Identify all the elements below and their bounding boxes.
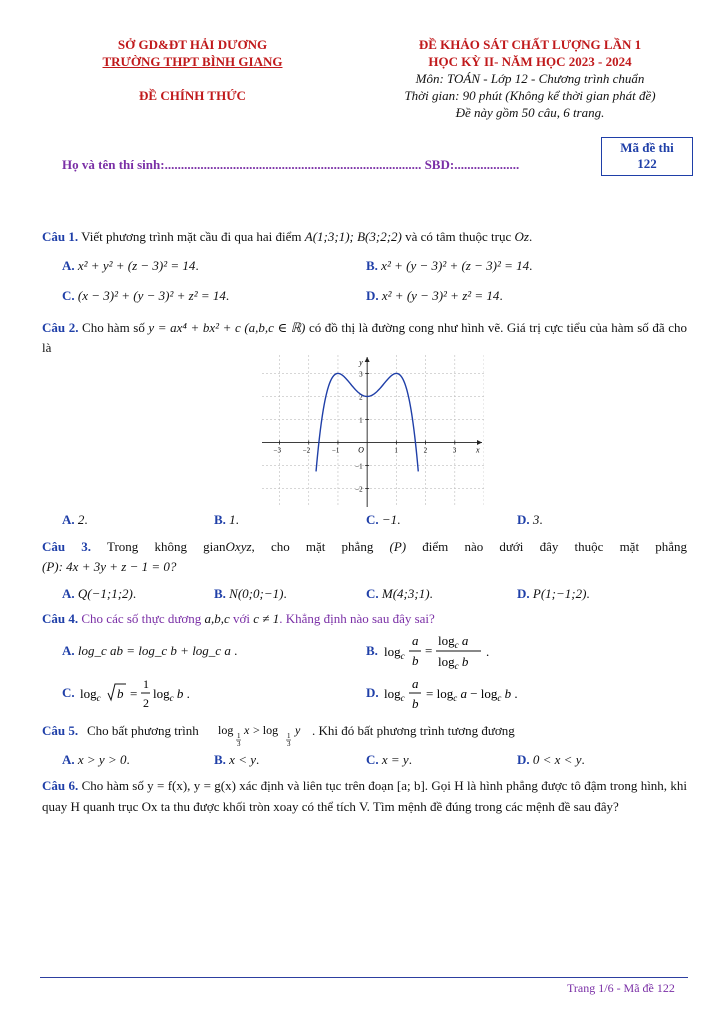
candidate-line: Họ và tên thí sinh:............................................................................... SBD:.................... [62, 157, 520, 172]
q3-space: Oxyz [225, 539, 252, 554]
q2-option-d-label: D. [517, 512, 530, 527]
q1-option-b-label: B. [366, 258, 378, 273]
svg-text:.: . [486, 644, 490, 659]
q3-text-b: , cho mặt phẳng [251, 539, 374, 554]
y-tick-label: 2 [359, 393, 363, 402]
exam-subject: Môn: TOÁN - Lớp 12 - Chương trình chuẩn [415, 71, 645, 86]
q3-equation: (P): 4x + 3y + z − 1 = 0? [42, 559, 177, 574]
y-axis-label: y [359, 358, 363, 367]
official-label: ĐỀ CHÍNH THỨC [139, 88, 246, 103]
x-axis-arrow [477, 440, 482, 445]
q3-option-d[interactable]: D. P(1;−1;2). [517, 586, 590, 601]
q3-plane: (P) [389, 539, 407, 554]
q1-option-a-text: x² + y² + (z − 3)² = 14 [77, 258, 196, 273]
department-name: SỞ GD&ĐT HẢI DƯƠNG [117, 37, 268, 52]
q4-text-a: Cho các số thực dương [81, 611, 202, 626]
footer-page: Trang 1/6 - Mã đề 122 [567, 981, 675, 995]
svg-text:2: 2 [143, 696, 149, 710]
svg-text:=: = [130, 686, 138, 701]
q5-label: Câu 5. [42, 723, 79, 738]
svg-text:3: 3 [237, 740, 241, 748]
q3-option-b-label: B. [214, 586, 226, 601]
svg-text:x: x [244, 723, 250, 737]
svg-text:1: 1 [287, 732, 291, 740]
q3-option-a-text: Q(−1;1;2) [77, 586, 133, 601]
q4-cond: c ≠ 1 [253, 611, 280, 626]
svg-text:logc b: $\log_c b$ [438, 654, 469, 671]
q1-option-a[interactable]: A. x² + y² + (z − 3)² = 14. [62, 258, 199, 273]
q2-label: Câu 2. [42, 320, 79, 335]
q5-option-d-label: D. [517, 752, 530, 767]
question-4 [42, 611, 687, 627]
q2-function: y = ax⁴ + bx² + c (a,b,c ∈ ℝ) [148, 320, 306, 335]
q3-option-b-text: N(0;0;−1) [229, 586, 284, 601]
q3-text-a: Trong không gian [106, 539, 226, 554]
x-tick-label: 3 [452, 446, 457, 455]
svg-text:1: 1 [237, 732, 241, 740]
exam-code-label: Mã đề thi [620, 140, 674, 155]
q4-label: Câu 4. [42, 611, 79, 626]
svg-text:b: b [117, 686, 124, 701]
svg-text:= logc a − logc b .: = $\log_c a - \log_c b$ . [426, 686, 518, 703]
q2-option-d[interactable]: D. 3. [517, 512, 543, 527]
svg-text:logc: $\log_c$ [384, 644, 405, 661]
svg-text:a: a [412, 633, 419, 648]
graph-ticks [274, 370, 457, 493]
graph-axes [262, 357, 482, 507]
svg-text:> log: > log [253, 723, 279, 737]
x-tick-label: −2 [302, 446, 311, 455]
svg-text:1: 1 [143, 677, 149, 691]
exam-title: ĐỀ KHẢO SÁT CHẤT LƯỢNG LẦN 1 [418, 37, 642, 52]
q2-option-d-text: 3 [532, 512, 540, 527]
svg-text:3: 3 [287, 740, 291, 748]
origin-label: O [358, 445, 364, 455]
q3-text-c: điểm nào dưới đây thuộc mặt phẳng [422, 539, 688, 554]
q5-inequality [218, 718, 313, 748]
q5-option-a[interactable]: A. x > y > 0. [62, 752, 130, 767]
q5-option-a-text: x > y > 0 [77, 752, 127, 767]
q4-option-a[interactable]: A. log_c ab = log_c b + log_c a . [62, 643, 238, 658]
y-tick-label: −2 [355, 485, 363, 494]
q5-option-c[interactable]: C. x = y. [366, 752, 412, 767]
q1-option-d-text: x² + (y − 3)² + z² = 14 [381, 288, 500, 303]
q4-option-a-text: log_c ab = log_c b + log_c a [77, 643, 231, 658]
q4-option-c-formula [80, 676, 200, 718]
q5-text-b: . Khi đó bất phương trình tương đương [312, 723, 515, 738]
q1-axis: Oz [514, 229, 529, 244]
svg-text:logc: $\log_c$ [80, 686, 101, 703]
q4-option-b-formula [384, 632, 499, 674]
q1-points: A(1;3;1); B(3;2;2) [304, 229, 402, 244]
q4-option-b-label: B. [366, 643, 378, 658]
q3-option-c-label: C. [366, 586, 379, 601]
svg-text:b: b [412, 653, 419, 668]
q3-option-d-text: P(1;−1;2) [532, 586, 587, 601]
exam-time: Thời gian: 90 phút (Không kể thời gian phát đề) [404, 88, 656, 103]
graph-grid [262, 355, 484, 507]
x-tick-label: −3 [273, 446, 281, 455]
q6-text: Cho hàm số y = f(x), y = g(x) xác định và liên tục trên đoạn [a; b]. Gọi H là hình phẳng được tô đậm trong hình, khi quay H quanh trục Ox ta thu được khối tròn xoay có thể tích V. Tìm mệnh đề đúng trong các mệnh đề sau đây? [42, 778, 688, 814]
x-tick-label: −1 [331, 446, 340, 455]
q1-option-d-label: D. [366, 288, 379, 303]
q2-option-a-text: 2 [77, 512, 85, 527]
question-2 [42, 318, 687, 358]
question-5 [42, 718, 687, 748]
exam-pages: Đề này gồm 50 câu, 6 trang. [455, 105, 605, 120]
q2-text-a: Cho hàm số [82, 320, 145, 335]
q2-option-b[interactable]: B. 1. [214, 512, 239, 527]
q2-text-b: có đồ thị là đường cong như hình vẽ. Giá trị cực tiểu của hàm số đã cho là [42, 320, 688, 355]
svg-text:b: b [412, 696, 419, 711]
q2-option-b-label: B. [214, 512, 226, 527]
question-6 [42, 775, 687, 817]
q1-option-b-text: x² + (y − 3)² + (z − 3)² = 14 [381, 258, 530, 273]
q5-option-b[interactable]: B. x < y. [214, 752, 260, 767]
q3-option-a[interactable]: A. Q(−1;1;2). [62, 586, 137, 601]
q3-option-d-label: D. [517, 586, 530, 601]
x-tick-label: 2 [423, 446, 428, 455]
q1-option-c[interactable]: C. (x − 3)² + (y − 3)² + z² = 14. [62, 288, 230, 303]
q4-option-c-label: C. [62, 685, 75, 700]
q1-option-d[interactable]: D. x² + (y − 3)² + z² = 14. [366, 288, 503, 303]
q5-option-b-text: x < y [229, 752, 256, 767]
q5-option-c-text: x = y [381, 752, 409, 767]
question-1: Câu 1. Viết phương trình mặt cầu đi qua hai điểm A(1;3;1); B(3;2;2) và có tâm thuộc trục Oz. [42, 229, 533, 244]
x-axis-label: x [476, 445, 480, 455]
y-tick-label: −1 [355, 462, 363, 471]
q4-text-b: với [233, 611, 251, 626]
svg-text:y: y [295, 723, 301, 737]
q1-option-c-text: (x − 3)² + (y − 3)² + z² = 14 [77, 288, 226, 303]
y-tick-label: 1 [359, 416, 363, 425]
q2-option-c-text: −1 [381, 512, 398, 527]
q1-option-c-label: C. [62, 288, 75, 303]
svg-text:=: = [425, 643, 433, 658]
y-axis-arrow [365, 357, 370, 362]
q3-option-b[interactable]: B. N(0;0;−1). [214, 586, 287, 601]
q5-text-a: Cho bất phương trình [87, 723, 199, 738]
q3-label: Câu 3. [42, 539, 92, 554]
q1-option-b[interactable]: B. x² + (y − 3)² + (z − 3)² = 14. [366, 258, 533, 273]
q4-option-d-formula [384, 676, 534, 718]
q2-option-b-text: 1 [229, 512, 236, 527]
svg-text:logc: $\log_c$ [384, 686, 405, 703]
q5-option-c-label: C. [366, 752, 379, 767]
q5-option-a-label: A. [62, 752, 75, 767]
exam-semester: HỌC KỲ II- NĂM HỌC 2023 - 2024 [428, 54, 632, 69]
q3-option-c[interactable]: C. M(4;3;1). [366, 586, 433, 601]
q2-option-c-label: C. [366, 512, 379, 527]
exam-code-value: 122 [637, 156, 657, 171]
svg-text:logc b .: $\log_c b$ . [153, 686, 190, 703]
q4-option-a-label: A. [62, 643, 75, 658]
q1-option-a-label: A. [62, 258, 75, 273]
q1-label: Câu 1. [42, 229, 79, 244]
svg-text:log: log [218, 723, 234, 737]
q6-label: Câu 6. [42, 778, 79, 793]
q5-option-d-text: 0 < x < y [532, 752, 582, 767]
footer-divider [40, 977, 688, 978]
q2-option-c[interactable]: C. −1. [366, 512, 401, 527]
q5-option-b-label: B. [214, 752, 226, 767]
y-tick-label: 3 [359, 370, 363, 379]
q1-text-a: Viết phương trình mặt cầu đi qua hai điểm [81, 229, 302, 244]
q4-vars: a,b,c [204, 611, 230, 626]
q1-text-b: và có tâm thuộc trục [405, 229, 512, 244]
svg-text:a: a [412, 676, 419, 691]
q2-option-a[interactable]: A. 2. [62, 512, 88, 527]
q4-text-c: . Khẳng định nào sau đây sai? [279, 611, 435, 626]
q3-option-a-label: A. [62, 586, 75, 601]
exam-code-box [601, 137, 693, 176]
school-name: TRƯỜNG THPT BÌNH GIANG [102, 54, 283, 69]
q4-option-d-label: D. [366, 685, 379, 700]
svg-text:logc a: $\log_c a$ [438, 633, 469, 650]
q3-option-c-text: M(4;3;1) [381, 586, 430, 601]
q2-graph [262, 355, 484, 507]
question-3 [42, 536, 687, 558]
q5-option-d[interactable]: D. 0 < x < y. [517, 752, 585, 767]
q2-option-a-label: A. [62, 512, 75, 527]
x-tick-label: 1 [394, 446, 398, 455]
